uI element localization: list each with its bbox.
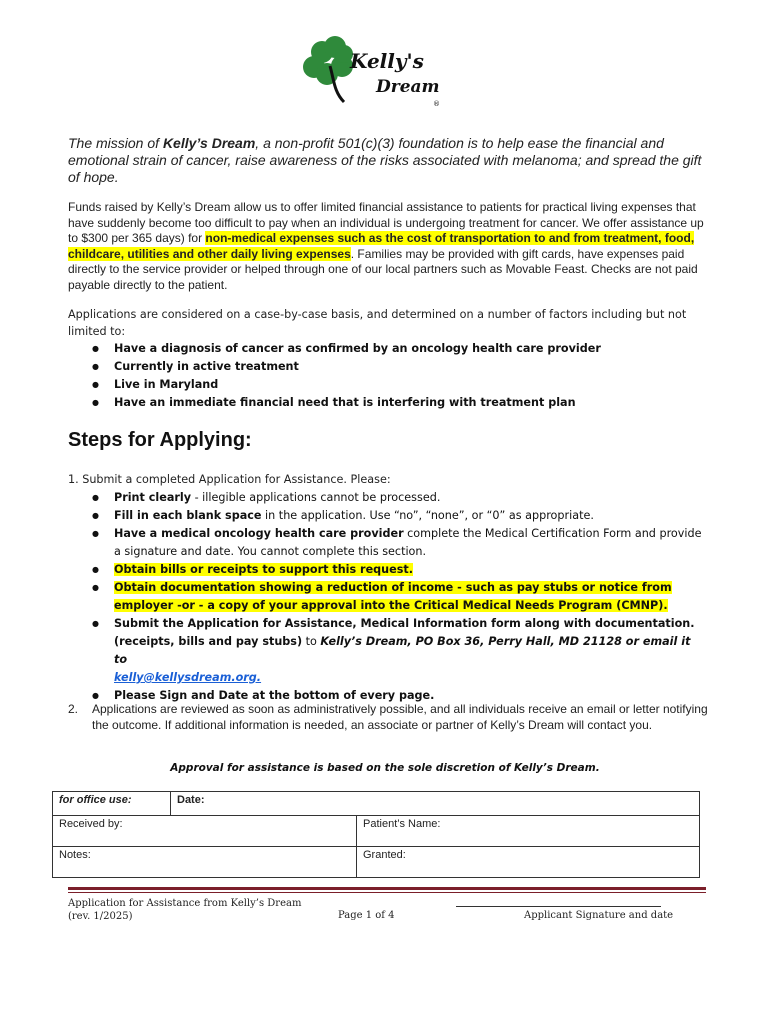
step-fill-rest: in the application. Use “no”, “none”, or “0” as appropriate. bbox=[261, 509, 594, 522]
funds-highlight: non-medical expenses such as the cost of transportation to and from treatment, food, childcare, utilities and other daily living expenses bbox=[68, 231, 695, 261]
signature-label: Applicant Signature and date bbox=[524, 910, 674, 921]
funds-paragraph bbox=[68, 200, 708, 293]
mission-pre: The mission of bbox=[68, 135, 163, 151]
step-submit-to: to bbox=[302, 635, 321, 648]
criteria-list bbox=[92, 340, 692, 412]
logo-text-dream: Dream bbox=[376, 77, 440, 97]
step-income bbox=[92, 579, 706, 615]
criteria-item: ● Have an immediate financial need that is interfering with treatment plan bbox=[92, 394, 692, 412]
notes-field[interactable]: Notes: bbox=[53, 847, 357, 877]
step-sign-bold: Please Sign and Date at the bottom of every page. bbox=[114, 689, 435, 702]
mission-post: , a non-profit 501(c)(3) foundation is to help ease the financial and emotional strain of cancer, raise awareness of the risks associated with melanoma; and spread the gift of hope. bbox=[68, 135, 702, 185]
step-fill-blanks bbox=[92, 507, 706, 525]
clover-logo-icon bbox=[300, 36, 450, 110]
step-submit-address: Kelly’s Dream, PO Box 36, Perry Hall, MD 21128 or email it to bbox=[114, 635, 691, 666]
step-bills-text: Obtain bills or receipts to support this request. bbox=[114, 563, 413, 576]
step-submit bbox=[92, 615, 706, 687]
registered-mark: ® bbox=[433, 100, 440, 108]
received-by-field[interactable]: Received by: bbox=[53, 816, 357, 847]
footer-rule bbox=[68, 887, 706, 890]
criteria-item: ● Have a diagnosis of cancer as confirmed by an oncology health care provider bbox=[92, 340, 692, 358]
for-office-use-label: for office use: bbox=[53, 792, 171, 816]
step2-text: Applications are reviewed as soon as administratively possible, and all individuals receive an email or letter notifying the outcome. If additional information is needed, an associate or partner of Kelly’s Dream will contact you. bbox=[92, 702, 708, 732]
step-med-rest: complete the Medical Certification Form and provide a signature and date. You cannot complete this section. bbox=[114, 527, 702, 558]
funds-pre: Funds raised by Kelly’s Dream allow us to offer limited financial assistance to patients for practical living expenses that have suddenly become too difficult to pay when an individual is undergoing treatment for cancer. We offer assistance up to $300 per 365 days) for bbox=[68, 200, 704, 245]
step-medical-provider bbox=[92, 525, 706, 561]
kellys-dream-logo bbox=[300, 36, 450, 110]
criteria-item: ● Live in Maryland bbox=[92, 376, 692, 394]
step2 bbox=[68, 702, 708, 733]
step-print-rest: - illegible applications cannot be processed. bbox=[191, 491, 441, 504]
logo-text-kellys: Kelly's bbox=[350, 49, 424, 73]
footer-left bbox=[68, 897, 301, 923]
step-med-bold: Have a medical oncology health care provider bbox=[114, 527, 404, 540]
footer-rule-thin bbox=[68, 892, 706, 893]
step-bills bbox=[92, 561, 706, 579]
signature-line[interactable] bbox=[456, 906, 661, 907]
steps-heading: Steps for Applying: bbox=[68, 429, 252, 451]
email-link[interactable]: kelly@kellysdream.org. bbox=[114, 671, 262, 684]
page-number: Page 1 of 4 bbox=[338, 910, 395, 921]
criteria-item: ● Currently in active treatment bbox=[92, 358, 692, 376]
step-income-text: Obtain documentation showing a reduction of income - such as pay stubs or notice from employer -or - a copy of your approval into the Critical Medical Needs Program (CMNP). bbox=[114, 581, 672, 612]
step1-intro: 1. Submit a completed Application for Assistance. Please: bbox=[68, 473, 391, 486]
date-field[interactable]: Date: bbox=[171, 792, 699, 816]
step1-list bbox=[92, 489, 706, 705]
mission-org-name: Kelly’s Dream bbox=[162, 135, 256, 151]
step-submit-bold: Submit the Application for Assistance, Medical Information form along with documentation. (receipts, bills and pay stubs) bbox=[114, 617, 695, 648]
step2-number: 2. bbox=[68, 702, 79, 716]
applications-intro: Applications are considered on a case-by-case basis, and determined on a number of factors including but not limited to: bbox=[68, 308, 687, 338]
funds-post: . Families may be provided with gift cards, have expenses paid directly to the service provider or helped through one of our local partners such as Movable Feast. Checks are not paid payable directly to the patient. bbox=[68, 246, 698, 292]
patient-name-field[interactable]: Patient’s Name: bbox=[357, 816, 699, 847]
step-print-clearly bbox=[92, 489, 706, 507]
approval-note: Approval for assistance is based on the sole discretion of Kelly’s Dream. bbox=[170, 762, 600, 774]
step-fill-bold: Fill in each blank space bbox=[114, 509, 262, 522]
granted-field[interactable]: Granted: bbox=[363, 849, 406, 861]
mission-statement bbox=[68, 135, 708, 186]
office-use-table bbox=[52, 791, 700, 878]
footer-revision: (rev. 1/2025) bbox=[68, 911, 133, 922]
footer-title: Application for Assistance from Kelly’s Dream bbox=[68, 898, 302, 909]
step-print-bold: Print clearly bbox=[114, 491, 192, 504]
